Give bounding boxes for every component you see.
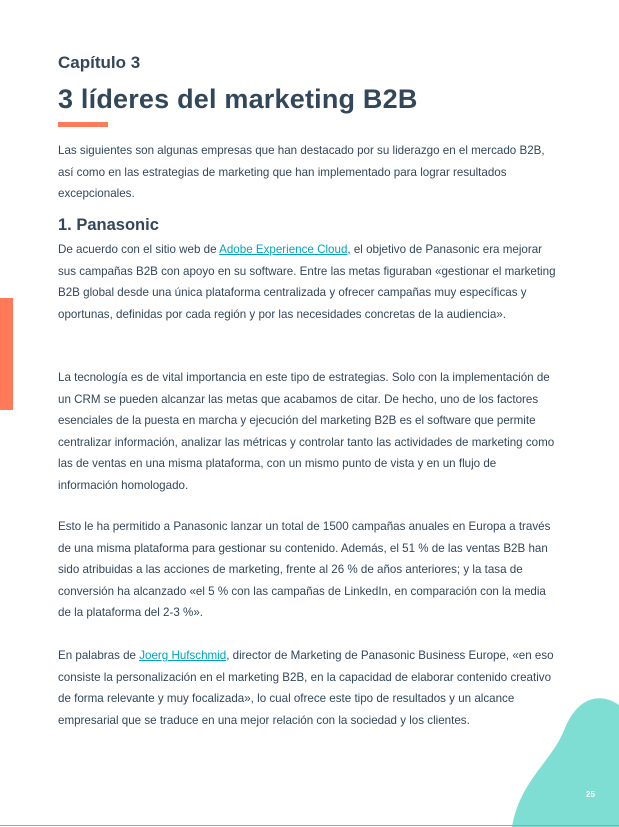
page-title: 3 líderes del marketing B2B [58, 84, 418, 114]
chapter-label: Capítulo 3 [58, 53, 141, 72]
paragraph-4-text-end: , director de Marketing de Panasonic Business Europe, «en eso consiste la personalización en el marketing B2B, en la capacidad de elaborar contenido creativo de forma relevante y muy focalizada», lo cual ofrece este tipo de resultados y un alcance empresarial que se traduce en una mejor relación con la sociedad y los clientes. [58, 649, 554, 727]
paragraph-2: La tecnología es de vital importancia en este tipo de estrategias. Solo con la implementación de un CRM se pueden alcanzar las metas que acabamos de citar. De hecho, uno de los factores esenciales de la puesta en marcha y ejecución del marketing B2B es el software que permite centralizar información, analizar las métricas y controlar tanto las actividades de marketing como las de ventas en una misma plataforma, con un mismo punto de vista y en un flujo de información homologado. [58, 371, 555, 492]
paragraph-4-text-start: En palabras de [58, 649, 140, 662]
intro-paragraph: Las siguientes son algunas empresas que han destacado por su liderazgo en el mercado B2B, así como en las estrategias de marketing que han implementado para lograr resultados excepcionales. [58, 144, 545, 200]
page-number: 25 [586, 790, 595, 799]
adobe-experience-cloud-link[interactable]: Adobe Experience Cloud [219, 243, 348, 256]
paragraph-1-text-end: , el objetivo de Panasonic era mejorar sus campañas B2B con apoyo en su software. Entre las metas figuraban «gestionar el marketing B2B global desde una única plataforma centralizada y ofrecer campañas muy específicas y oportunas, definidas por cada región y por las necesidades concretas de la audiencia». [58, 243, 556, 321]
joerg-hufschmid-link[interactable]: Joerg Hufschmid [139, 649, 227, 662]
paragraph-3: Esto le ha permitido a Panasonic lanzar un total de 1500 campañas anuales en Europa a través de una misma plataforma para gestionar su contenido. Además, el 51 % de las ventas B2B han sido atribuidas a las acciones de marketing, frente al 26 % de años anteriores; y la tasa de conversión ha alcanzado «el 5 % con las campañas de LinkedIn, en comparación con la media de la plataforma del 2-3 %». [58, 520, 551, 619]
paragraph-1-text-start: De acuerdo con el sitio web de [58, 243, 220, 256]
bottom-divider [0, 825, 619, 826]
teal-blob-shape [512, 698, 619, 827]
section-heading-panasonic: 1. Panasonic [58, 216, 159, 234]
